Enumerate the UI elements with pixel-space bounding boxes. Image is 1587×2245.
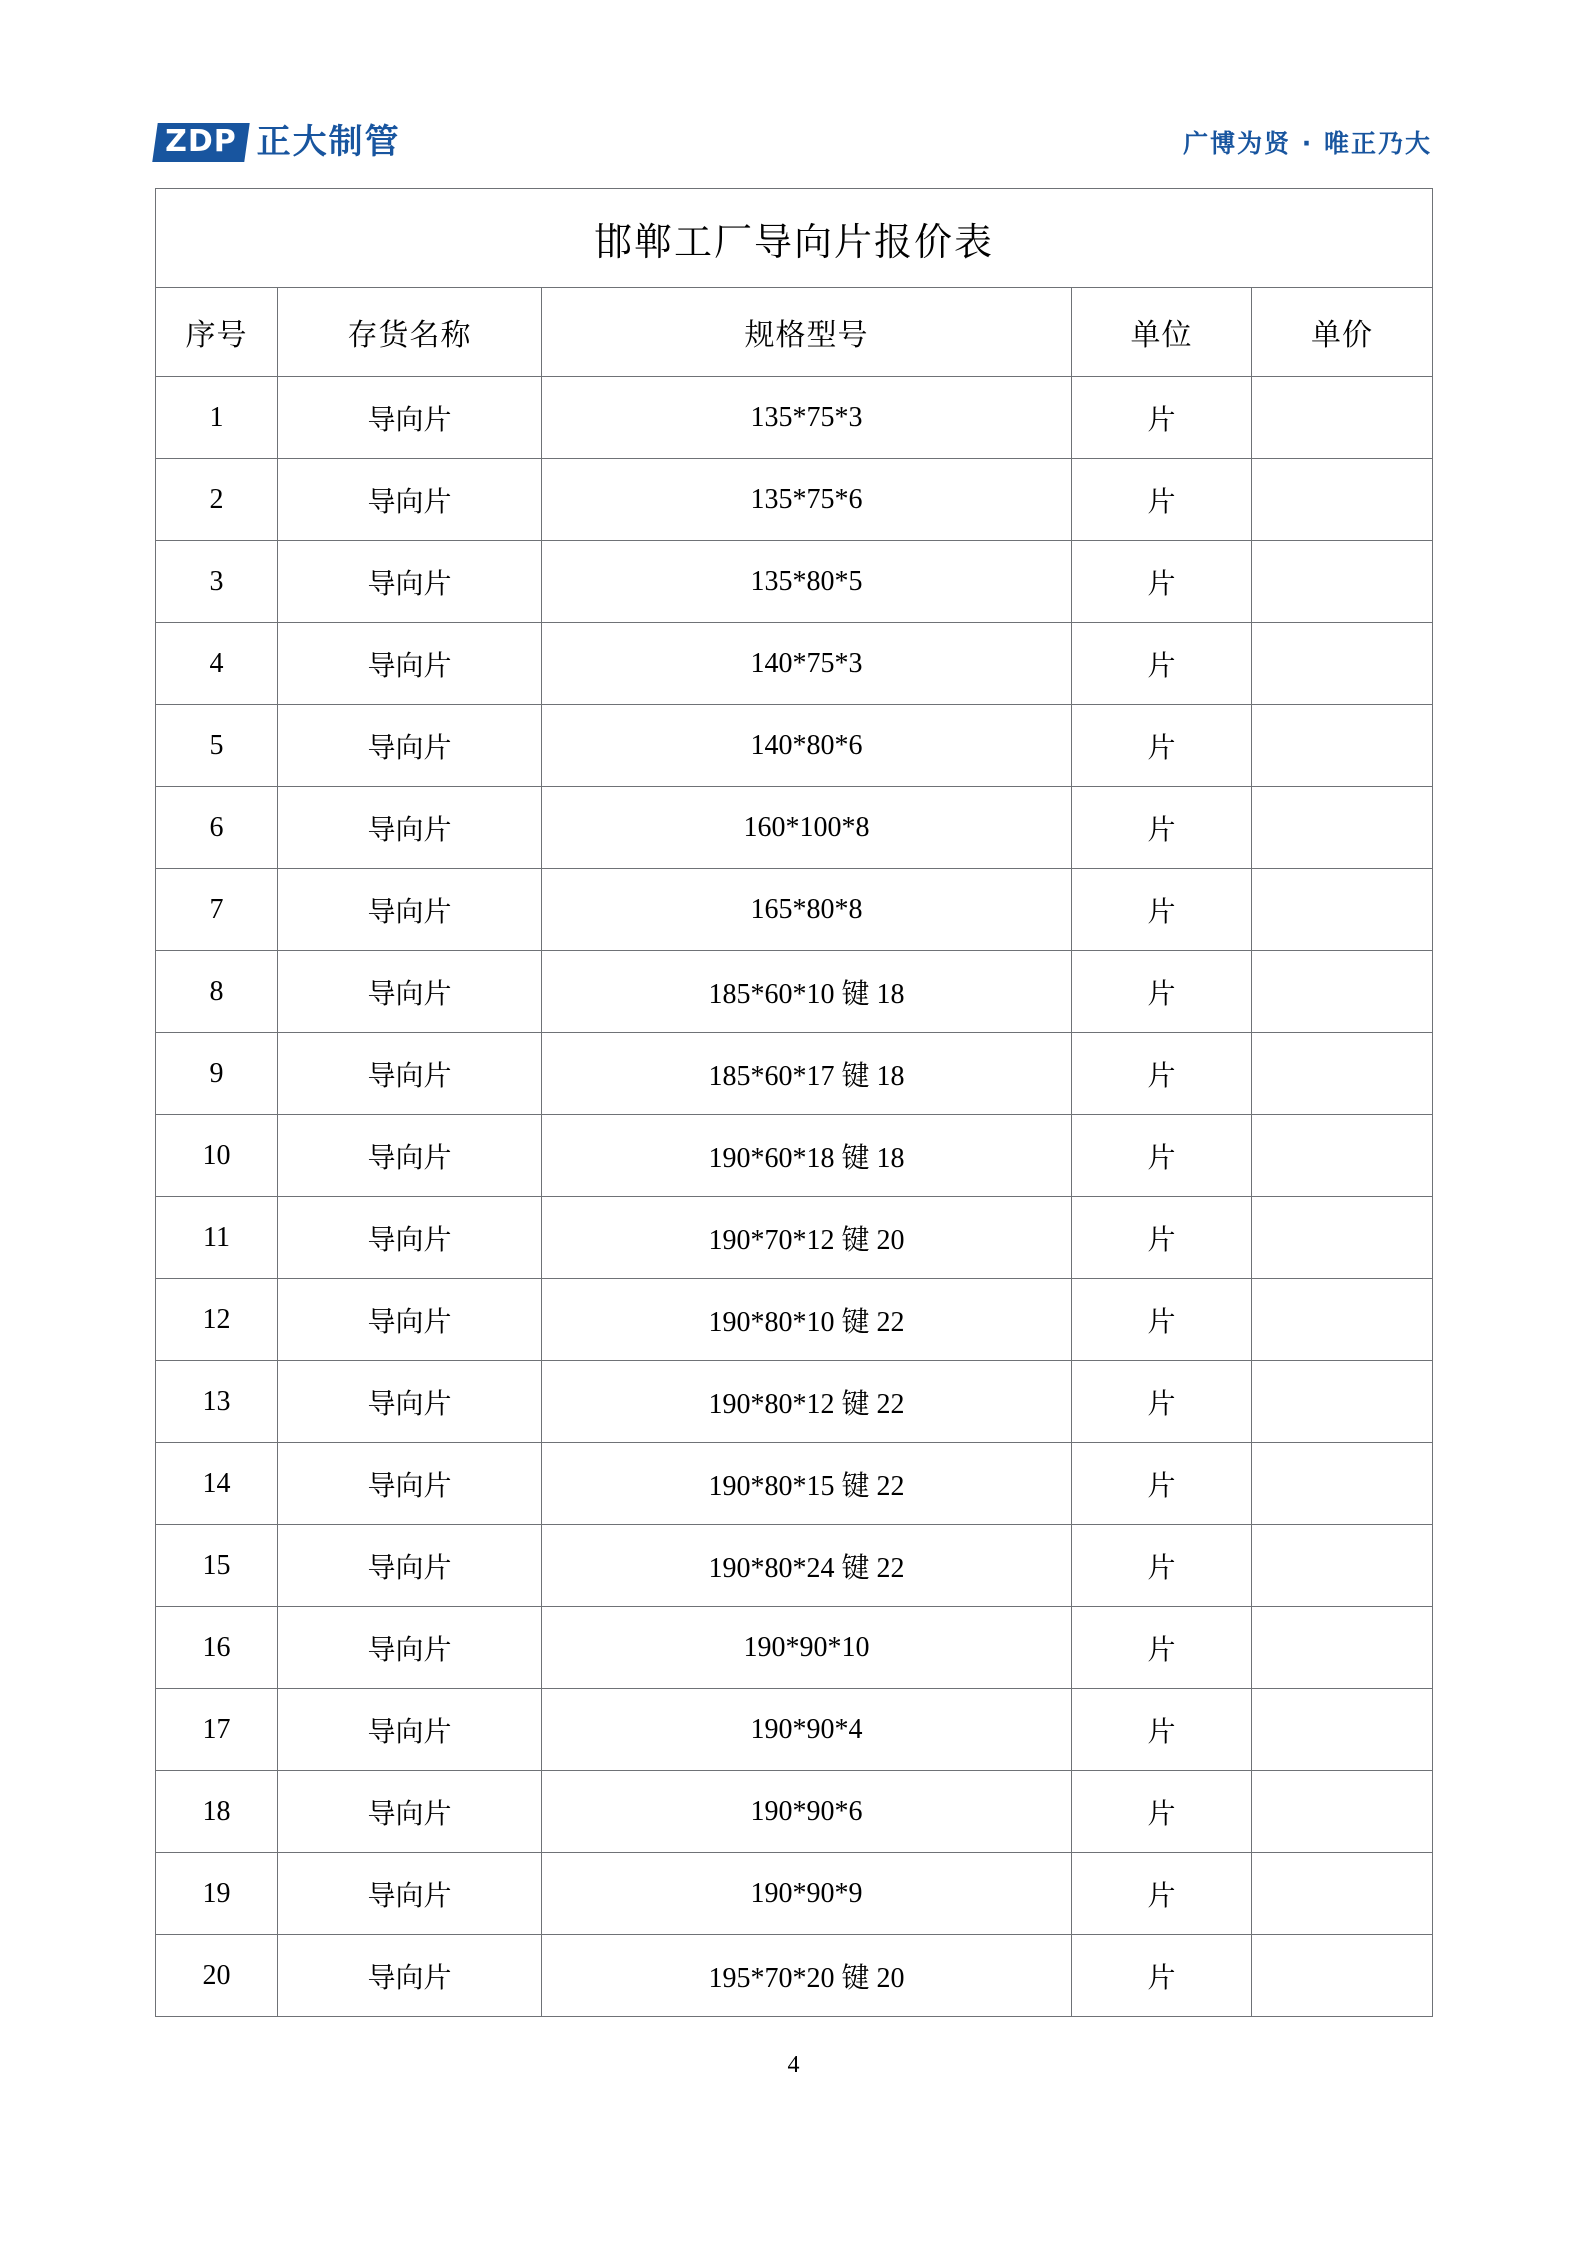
table-row bbox=[156, 1443, 1433, 1525]
cell-no: 11 bbox=[156, 1197, 278, 1279]
cell-price bbox=[1252, 377, 1433, 459]
cell-spec: 190*80*15 键 22 bbox=[542, 1443, 1072, 1525]
cell-spec: 190*60*18 键 18 bbox=[542, 1115, 1072, 1197]
page-header bbox=[155, 112, 1432, 172]
cell-no: 17 bbox=[156, 1689, 278, 1771]
column-header-no: 序号 bbox=[156, 288, 278, 377]
cell-name: 导向片 bbox=[278, 1115, 542, 1197]
cell-spec: 190*90*9 bbox=[542, 1853, 1072, 1935]
table-row bbox=[156, 1935, 1433, 2017]
cell-spec: 190*70*12 键 20 bbox=[542, 1197, 1072, 1279]
cell-price bbox=[1252, 1033, 1433, 1115]
cell-price bbox=[1252, 951, 1433, 1033]
cell-price bbox=[1252, 1115, 1433, 1197]
table-row bbox=[156, 377, 1433, 459]
cell-price bbox=[1252, 1607, 1433, 1689]
cell-spec: 135*75*3 bbox=[542, 377, 1072, 459]
cell-name: 导向片 bbox=[278, 1771, 542, 1853]
cell-price bbox=[1252, 623, 1433, 705]
cell-unit: 片 bbox=[1072, 1853, 1252, 1935]
cell-no: 7 bbox=[156, 869, 278, 951]
table-title: 邯郸工厂导向片报价表 bbox=[156, 189, 1433, 288]
table-row bbox=[156, 1361, 1433, 1443]
cell-name: 导向片 bbox=[278, 1935, 542, 2017]
cell-no: 4 bbox=[156, 623, 278, 705]
table-row bbox=[156, 1033, 1433, 1115]
cell-name: 导向片 bbox=[278, 1525, 542, 1607]
cell-no: 2 bbox=[156, 459, 278, 541]
column-header-price: 单价 bbox=[1252, 288, 1433, 377]
table-row bbox=[156, 869, 1433, 951]
cell-unit: 片 bbox=[1072, 623, 1252, 705]
cell-no: 12 bbox=[156, 1279, 278, 1361]
cell-unit: 片 bbox=[1072, 951, 1252, 1033]
cell-unit: 片 bbox=[1072, 1115, 1252, 1197]
cell-price bbox=[1252, 705, 1433, 787]
quotation-table bbox=[155, 188, 1433, 2017]
cell-name: 导向片 bbox=[278, 541, 542, 623]
page-number: 4 bbox=[787, 2052, 800, 2078]
table-row bbox=[156, 1525, 1433, 1607]
column-header-unit: 单位 bbox=[1072, 288, 1252, 377]
cell-spec: 165*80*8 bbox=[542, 869, 1072, 951]
cell-no: 19 bbox=[156, 1853, 278, 1935]
cell-name: 导向片 bbox=[278, 459, 542, 541]
column-header-name: 存货名称 bbox=[278, 288, 542, 377]
company-name: 正大制管 bbox=[256, 122, 401, 162]
table-row bbox=[156, 459, 1433, 541]
table-row bbox=[156, 1197, 1433, 1279]
cell-price bbox=[1252, 1197, 1433, 1279]
cell-unit: 片 bbox=[1072, 1033, 1252, 1115]
cell-unit: 片 bbox=[1072, 869, 1252, 951]
table-row bbox=[156, 705, 1433, 787]
table-row bbox=[156, 787, 1433, 869]
cell-no: 10 bbox=[156, 1115, 278, 1197]
cell-price bbox=[1252, 1853, 1433, 1935]
table-row bbox=[156, 623, 1433, 705]
cell-spec: 140*75*3 bbox=[542, 623, 1072, 705]
logo-badge-icon bbox=[152, 123, 249, 162]
cell-unit: 片 bbox=[1072, 1361, 1252, 1443]
cell-name: 导向片 bbox=[278, 1607, 542, 1689]
cell-price bbox=[1252, 1443, 1433, 1525]
cell-unit: 片 bbox=[1072, 1197, 1252, 1279]
cell-no: 6 bbox=[156, 787, 278, 869]
column-header-spec: 规格型号 bbox=[542, 288, 1072, 377]
cell-spec: 190*90*10 bbox=[542, 1607, 1072, 1689]
cell-name: 导向片 bbox=[278, 1361, 542, 1443]
cell-price bbox=[1252, 1771, 1433, 1853]
cell-price bbox=[1252, 541, 1433, 623]
cell-name: 导向片 bbox=[278, 951, 542, 1033]
cell-unit: 片 bbox=[1072, 377, 1252, 459]
company-logo bbox=[155, 123, 401, 162]
table-row bbox=[156, 1115, 1433, 1197]
cell-name: 导向片 bbox=[278, 869, 542, 951]
cell-name: 导向片 bbox=[278, 705, 542, 787]
cell-unit: 片 bbox=[1072, 1279, 1252, 1361]
cell-unit: 片 bbox=[1072, 1443, 1252, 1525]
cell-name: 导向片 bbox=[278, 1443, 542, 1525]
cell-spec: 160*100*8 bbox=[542, 787, 1072, 869]
table-row bbox=[156, 1607, 1433, 1689]
cell-spec: 185*60*10 键 18 bbox=[542, 951, 1072, 1033]
cell-spec: 135*80*5 bbox=[542, 541, 1072, 623]
table-row bbox=[156, 1853, 1433, 1935]
cell-price bbox=[1252, 1525, 1433, 1607]
cell-price bbox=[1252, 1689, 1433, 1771]
cell-spec: 195*70*20 键 20 bbox=[542, 1935, 1072, 2017]
cell-no: 20 bbox=[156, 1935, 278, 2017]
cell-unit: 片 bbox=[1072, 1525, 1252, 1607]
table-title-row bbox=[156, 189, 1433, 288]
cell-no: 16 bbox=[156, 1607, 278, 1689]
cell-spec: 190*90*4 bbox=[542, 1689, 1072, 1771]
table-row bbox=[156, 1771, 1433, 1853]
cell-spec: 135*75*6 bbox=[542, 459, 1072, 541]
cell-no: 8 bbox=[156, 951, 278, 1033]
cell-spec: 190*80*24 键 22 bbox=[542, 1525, 1072, 1607]
cell-spec: 140*80*6 bbox=[542, 705, 1072, 787]
cell-price bbox=[1252, 869, 1433, 951]
cell-name: 导向片 bbox=[278, 1689, 542, 1771]
cell-spec: 190*90*6 bbox=[542, 1771, 1072, 1853]
cell-price bbox=[1252, 1279, 1433, 1361]
table-row bbox=[156, 1279, 1433, 1361]
cell-price bbox=[1252, 459, 1433, 541]
cell-unit: 片 bbox=[1072, 1771, 1252, 1853]
table-row bbox=[156, 541, 1433, 623]
cell-no: 15 bbox=[156, 1525, 278, 1607]
table-row bbox=[156, 1689, 1433, 1771]
cell-name: 导向片 bbox=[278, 377, 542, 459]
cell-unit: 片 bbox=[1072, 1689, 1252, 1771]
cell-spec: 190*80*10 键 22 bbox=[542, 1279, 1072, 1361]
cell-spec: 190*80*12 键 22 bbox=[542, 1361, 1072, 1443]
cell-no: 1 bbox=[156, 377, 278, 459]
cell-no: 14 bbox=[156, 1443, 278, 1525]
cell-price bbox=[1252, 1935, 1433, 2017]
cell-unit: 片 bbox=[1072, 705, 1252, 787]
cell-spec: 185*60*17 键 18 bbox=[542, 1033, 1072, 1115]
company-slogan: 广博为贤 · 唯正乃大 bbox=[1183, 129, 1432, 158]
cell-no: 18 bbox=[156, 1771, 278, 1853]
cell-unit: 片 bbox=[1072, 541, 1252, 623]
cell-unit: 片 bbox=[1072, 1935, 1252, 2017]
cell-no: 13 bbox=[156, 1361, 278, 1443]
cell-unit: 片 bbox=[1072, 1607, 1252, 1689]
cell-no: 9 bbox=[156, 1033, 278, 1115]
table-header-row bbox=[156, 288, 1433, 377]
cell-name: 导向片 bbox=[278, 787, 542, 869]
cell-no: 3 bbox=[156, 541, 278, 623]
cell-price bbox=[1252, 1361, 1433, 1443]
cell-name: 导向片 bbox=[278, 623, 542, 705]
cell-name: 导向片 bbox=[278, 1033, 542, 1115]
cell-no: 5 bbox=[156, 705, 278, 787]
logo-mark-text: ZDP bbox=[165, 123, 237, 159]
cell-name: 导向片 bbox=[278, 1853, 542, 1935]
cell-name: 导向片 bbox=[278, 1197, 542, 1279]
cell-unit: 片 bbox=[1072, 787, 1252, 869]
cell-unit: 片 bbox=[1072, 459, 1252, 541]
cell-name: 导向片 bbox=[278, 1279, 542, 1361]
cell-price bbox=[1252, 787, 1433, 869]
table-row bbox=[156, 951, 1433, 1033]
